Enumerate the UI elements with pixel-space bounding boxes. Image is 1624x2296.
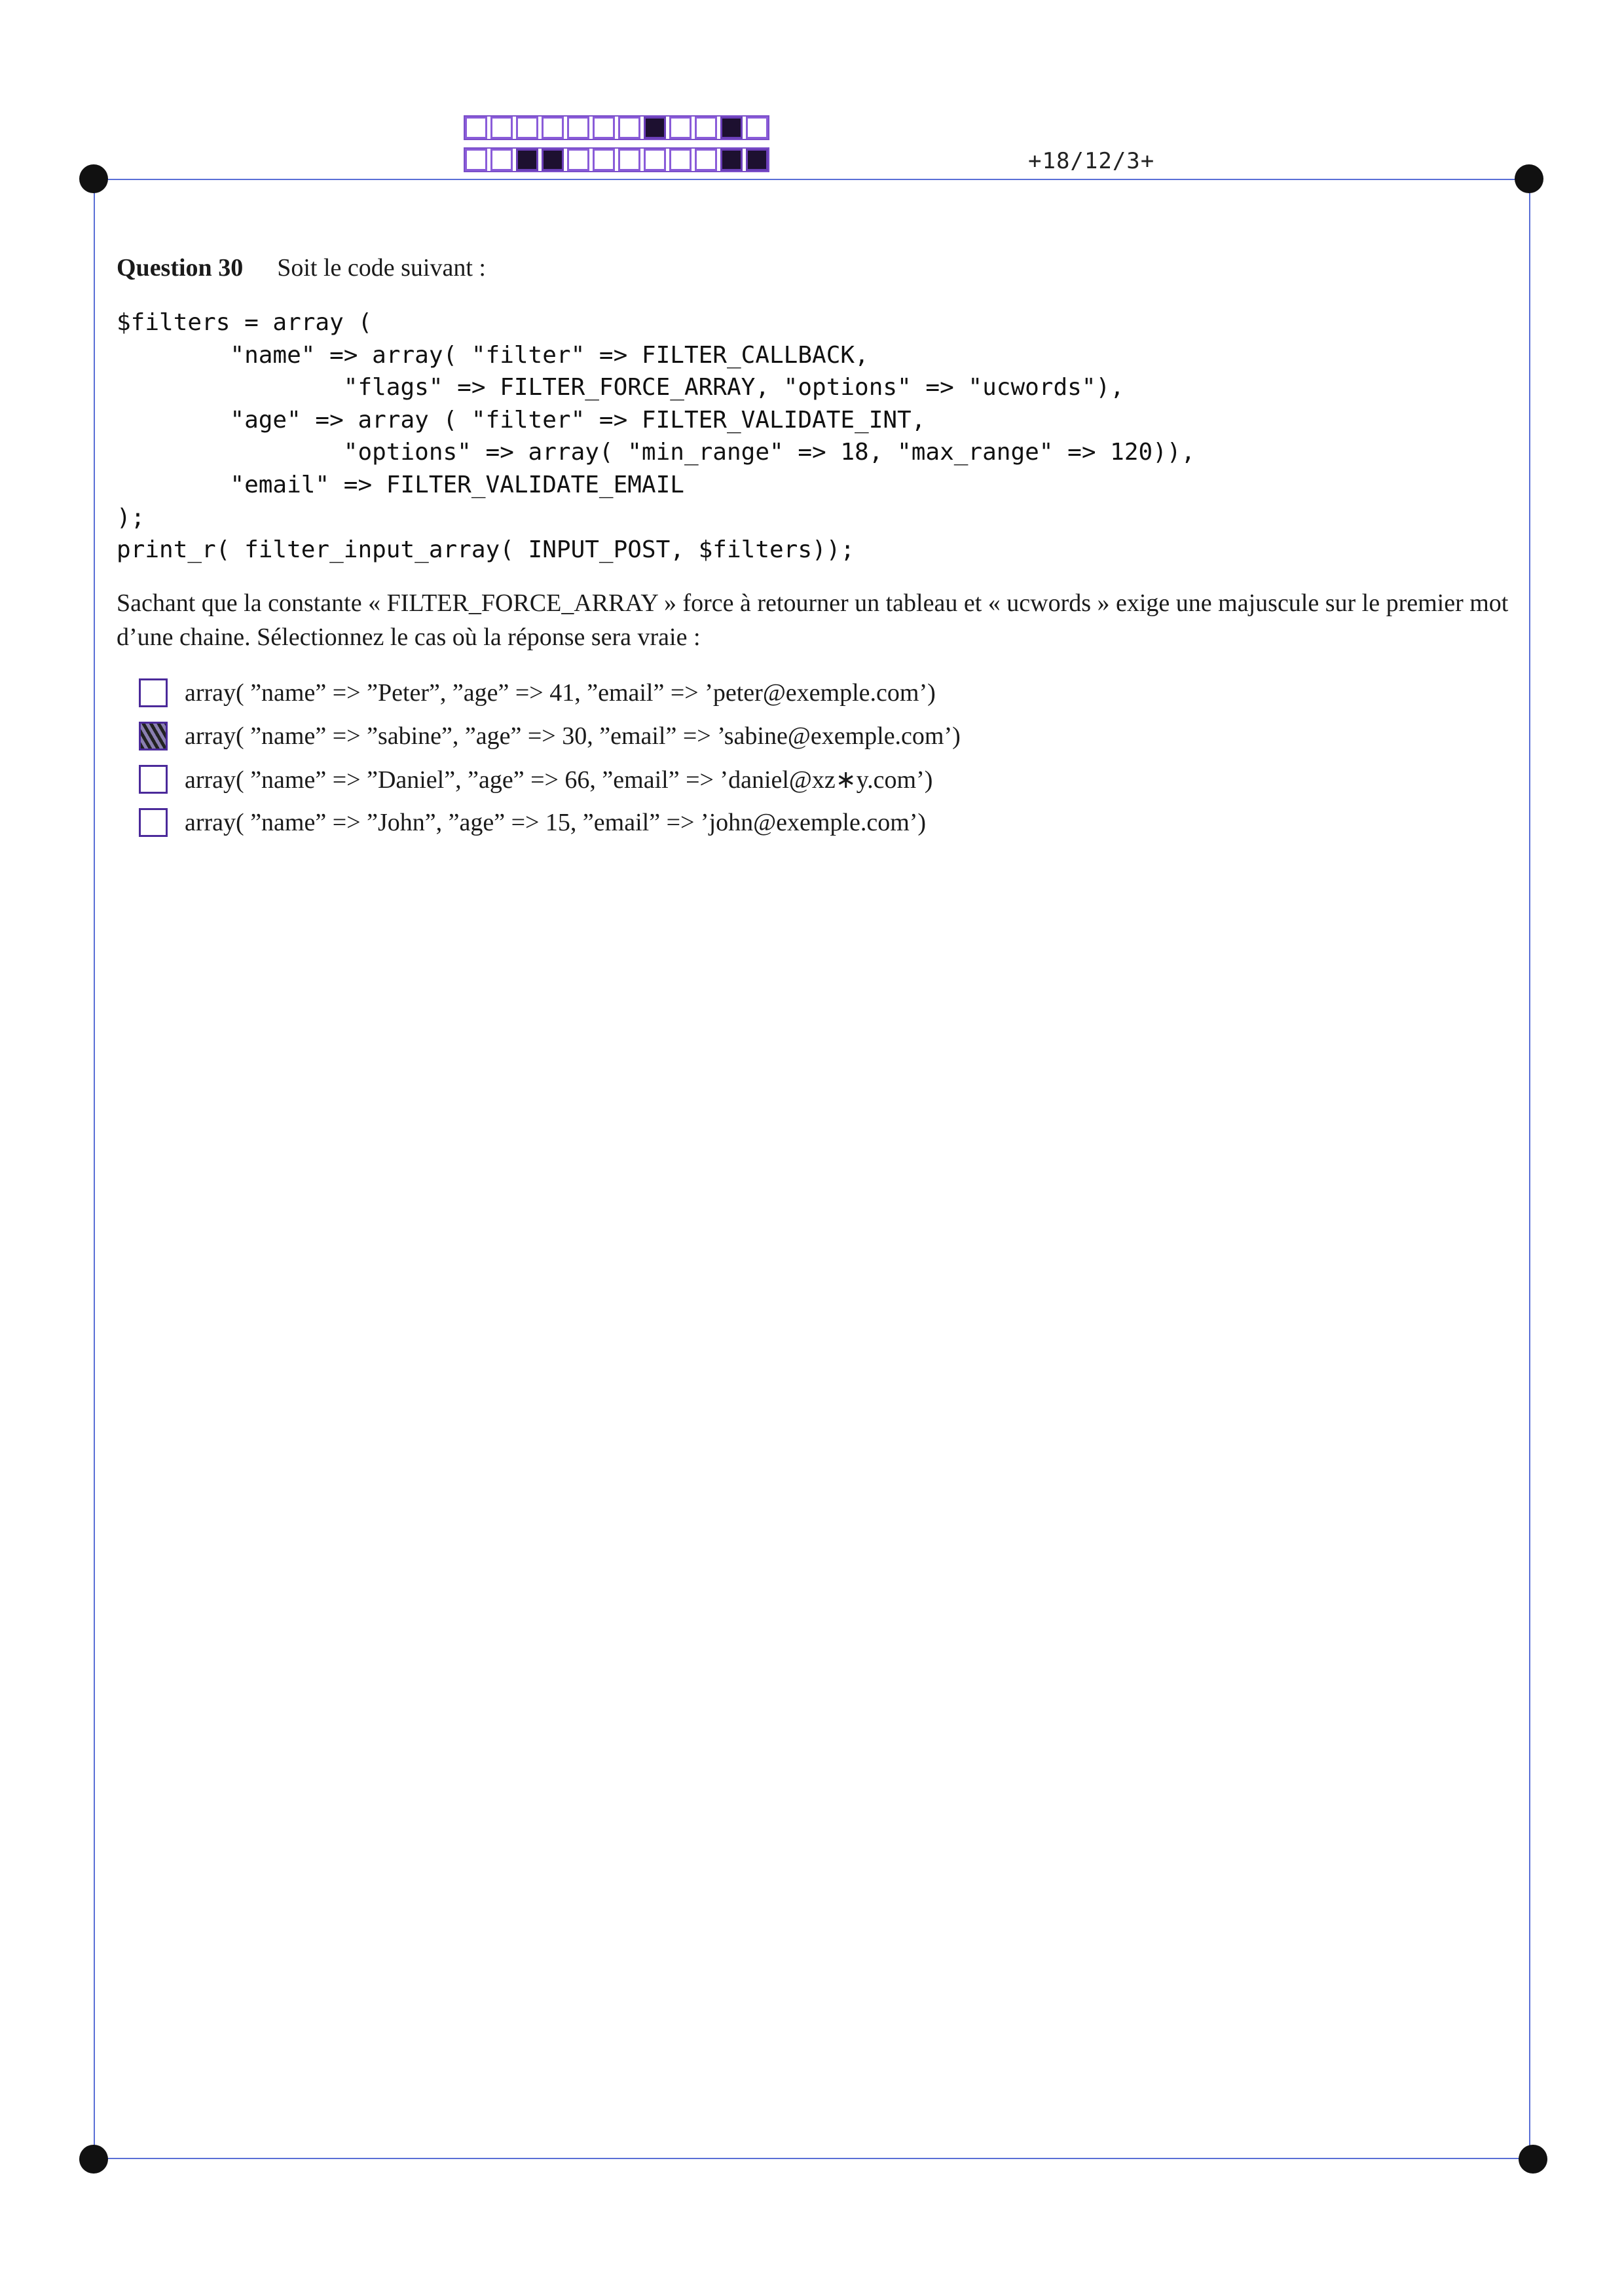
barcode-cell <box>695 149 717 171</box>
barcode-cell <box>490 149 513 171</box>
barcode-cell <box>746 149 768 171</box>
code-line: "flags" => FILTER_FORCE_ARRAY, "options" => "ucwords"), <box>117 374 1124 401</box>
code-line: "options" => array( "min_range" => 18, "max_range" => 120)), <box>117 439 1196 466</box>
answer-option-4 <box>139 801 961 844</box>
barcode-cell <box>567 117 589 139</box>
barcode-cell <box>669 117 692 139</box>
barcode-cell <box>695 117 717 139</box>
answer-text: array( ”name” => ”sabine”, ”age” => 30, ”email” => ’sabine@exemple.com’) <box>185 722 961 750</box>
barcode-cell <box>516 117 538 139</box>
answer-checkbox[interactable] <box>139 678 168 707</box>
barcode-cell <box>542 149 564 171</box>
code-line: "age" => array ( "filter" => FILTER_VALIDATE_INT, <box>117 406 926 434</box>
answer-checkbox[interactable] <box>139 722 168 750</box>
barcode-cell <box>593 117 615 139</box>
question-intro: Soit le code suivant : <box>277 254 486 282</box>
barcode-cell <box>644 117 666 139</box>
answer-text: array( ”name” => ”Peter”, ”age” => 41, ”email” => ’peter@exemple.com’) <box>185 679 936 707</box>
answer-text: array( ”name” => ”John”, ”age” => 15, ”email” => ’john@exemple.com’) <box>185 809 927 836</box>
code-line: ); <box>117 504 145 531</box>
barcode-cell <box>465 149 487 171</box>
answer-checkbox[interactable] <box>139 765 168 794</box>
code-line: print_r( filter_input_array( INPUT_POST, $filters)); <box>117 536 855 564</box>
barcode-cell <box>542 117 564 139</box>
code-block <box>117 306 1195 566</box>
page-id-code: +18/12/3+ <box>1028 148 1155 174</box>
question-heading <box>117 253 486 282</box>
answer-option-1 <box>139 671 961 714</box>
barcode-cell <box>465 117 487 139</box>
barcode-cell <box>618 149 640 171</box>
answer-option-3 <box>139 758 961 801</box>
corner-marker-bottom-left <box>79 2145 108 2174</box>
answer-text: array( ”name” => ”Daniel”, ”age” => 66, ”email” => ’daniel@xz∗y.com’) <box>185 766 933 794</box>
answer-option-2 <box>139 714 961 758</box>
code-line: $filters = array ( <box>117 309 373 336</box>
answer-checkbox[interactable] <box>139 808 168 837</box>
barcode-cell <box>567 149 589 171</box>
code-line: "email" => FILTER_VALIDATE_EMAIL <box>117 471 684 498</box>
barcode-cell <box>644 149 666 171</box>
barcode-cell <box>720 149 743 171</box>
barcode-top <box>464 115 769 140</box>
answer-list <box>139 671 961 844</box>
corner-marker-top-right <box>1515 164 1543 193</box>
barcode-cell <box>516 149 538 171</box>
barcode-bottom <box>464 147 769 172</box>
barcode-cell <box>746 117 768 139</box>
code-line: "name" => array( "filter" => FILTER_CALLBACK, <box>117 341 869 369</box>
barcode-cell <box>593 149 615 171</box>
corner-marker-bottom-right <box>1519 2145 1547 2174</box>
barcode-cell <box>669 149 692 171</box>
barcode-cell <box>720 117 743 139</box>
barcode-cell <box>490 117 513 139</box>
question-label: Question 30 <box>117 254 244 282</box>
question-statement: Sachant que la constante « FILTER_FORCE_ARRAY » force à retourner un tableau et « ucwords » exige une majuscule sur le premier mot d’une chaine. Sélectionnez le cas où la réponse sera vraie : <box>117 589 1509 651</box>
barcode-cell <box>618 117 640 139</box>
corner-marker-top-left <box>79 164 108 193</box>
